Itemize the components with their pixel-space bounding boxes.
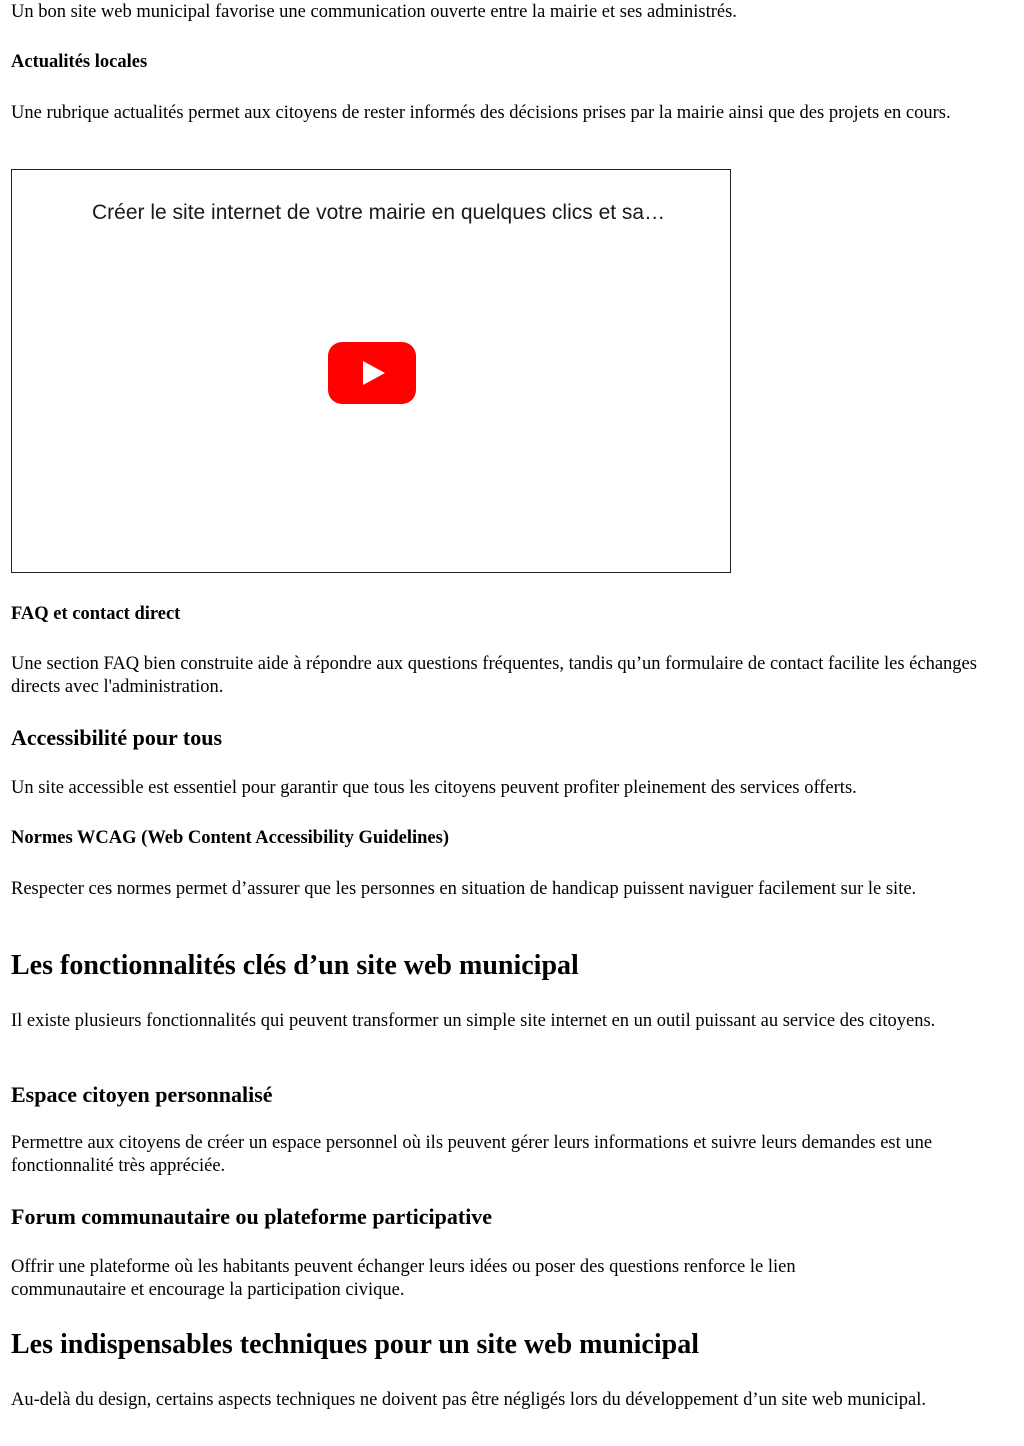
paragraph-accessibilite: Un site accessible est essentiel pour garantir que tous les citoyens peuvent profiter pleinement des services offerts. (11, 778, 857, 798)
heading-normes-wcag: Normes WCAG (Web Content Accessibility Guidelines) (11, 828, 449, 848)
heading-fonctionnalites-cles: Les fonctionnalités clés d’un site web municipal (11, 950, 579, 981)
paragraph-techniques: Au-delà du design, certains aspects techniques ne doivent pas être négligés lors du développement d’un site web municipal. (11, 1390, 926, 1410)
heading-espace-citoyen: Espace citoyen personnalisé (11, 1082, 273, 1107)
heading-accessibilite: Accessibilité pour tous (11, 725, 223, 750)
paragraph-forum: Offrir une plateforme où les habitants peuvent échanger leurs idées ou poser des questions renforce le lien communautaire et encourage la participation civique. (11, 1257, 796, 1300)
paragraph-espace-citoyen: Permettre aux citoyens de créer un espace personnel où ils peuvent gérer leurs informations et suivre leurs demandes est une fonctionnalité très appréciée. (11, 1133, 933, 1176)
heading-faq-contact: FAQ et contact direct (11, 604, 181, 624)
paragraph-wcag: Respecter ces normes permet d’assurer que les personnes en situation de handicap puissent naviguer facilement sur le site. (11, 879, 917, 899)
video-embed[interactable] (11, 169, 731, 573)
paragraph-actualites: Une rubrique actualités permet aux citoyens de rester informés des décisions prises par la mairie ainsi que des projets en cours. (11, 103, 951, 123)
heading-indispensables-techniques: Les indispensables techniques pour un site web municipal (11, 1329, 699, 1360)
paragraph-intro: Un bon site web municipal favorise une communication ouverte entre la mairie et ses administrés. (11, 2, 737, 22)
heading-actualites-locales: Actualités locales (11, 52, 148, 72)
youtube-play-icon[interactable] (328, 342, 416, 404)
heading-forum-communautaire: Forum communautaire ou plateforme participative (11, 1204, 493, 1229)
paragraph-faq: Une section FAQ bien construite aide à répondre aux questions fréquentes, tandis qu’un formulaire de contact facilite les échanges directs avec l'administration. (11, 654, 977, 697)
video-title[interactable]: Créer le site internet de votre mairie en quelques clics et sa… (92, 201, 666, 224)
paragraph-fonctionnalites: Il existe plusieurs fonctionnalités qui peuvent transformer un simple site internet en un outil puissant au service des citoyens. (11, 1011, 936, 1031)
